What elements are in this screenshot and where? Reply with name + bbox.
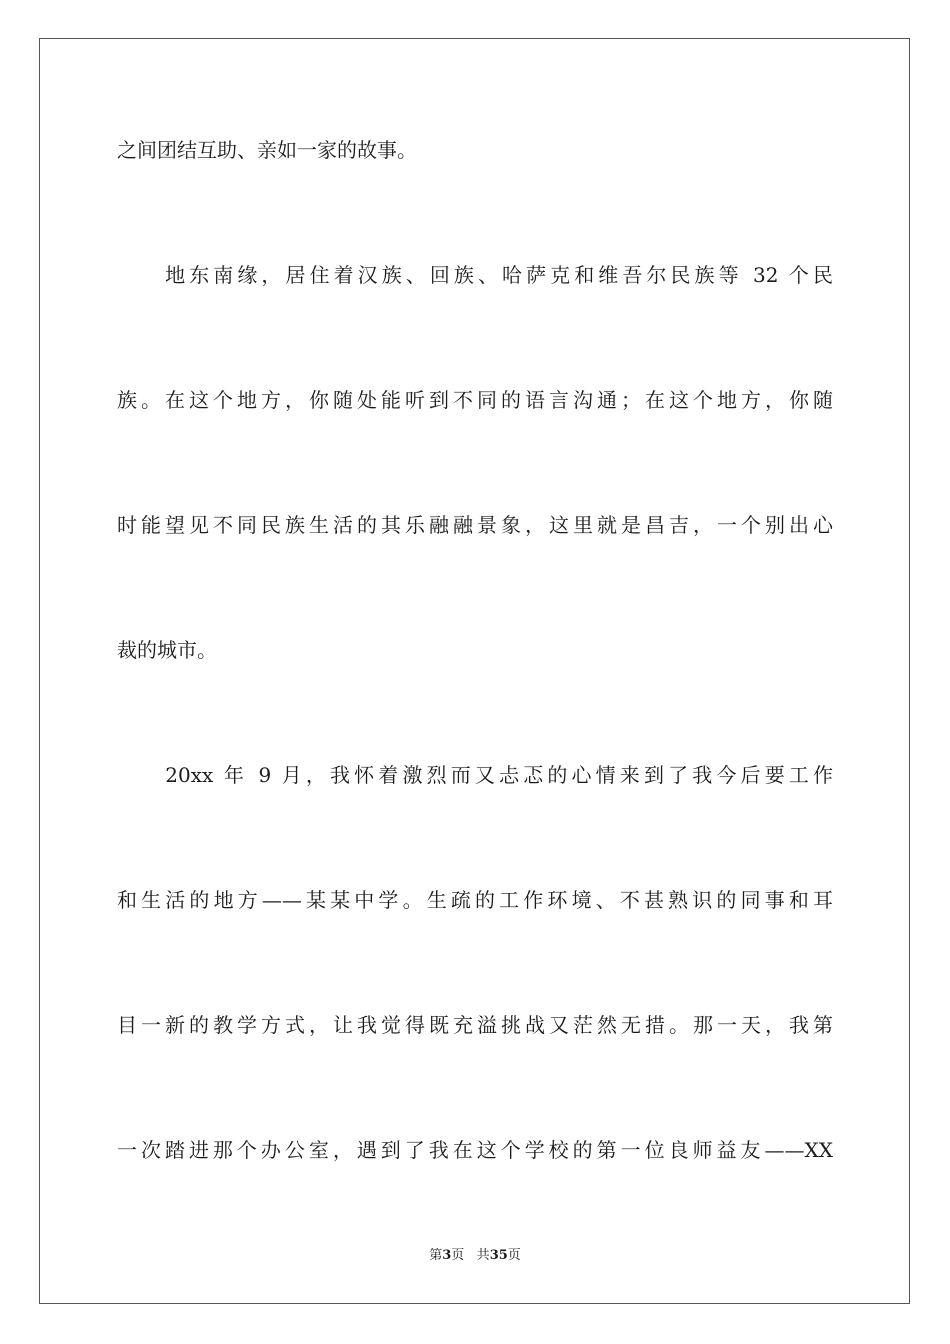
text-line-7: 和生活的地方——某某中学。生疏的工作环境、不甚熟识的同事和耳 xyxy=(117,888,833,912)
text-line-2: 地东南缘，居住着汉族、回族、哈萨克和维吾尔民族等 32 个民 xyxy=(117,263,833,287)
footer-page-number: 3 xyxy=(442,1248,452,1263)
footer-total-prefix: 共 xyxy=(476,1248,490,1263)
text-line-3: 族。在这个地方，你随处能听到不同的语言沟通；在这个地方，你随 xyxy=(117,388,833,412)
text-line-9: 一次踏进那个办公室，遇到了我在这个学校的第一位良师益友——XX xyxy=(117,1138,833,1162)
text-line-4: 时能望见不同民族生活的其乐融融景象，这里就是昌吉，一个别出心 xyxy=(117,513,833,537)
footer-total-suffix: 页 xyxy=(507,1248,521,1263)
page-footer xyxy=(0,1246,950,1266)
footer-page-prefix: 第 xyxy=(429,1248,443,1263)
text-line-1: 之间团结互助、亲如一家的故事。 xyxy=(117,138,417,162)
text-line-8: 目一新的教学方式，让我觉得既充溢挑战又茫然无措。那一天，我第 xyxy=(117,1013,833,1037)
text-line-5: 裁的城市。 xyxy=(117,638,217,662)
footer-total-pages: 35 xyxy=(489,1248,508,1263)
footer-page-suffix: 页 xyxy=(451,1248,465,1263)
text-line-6: 20xx 年 9 月，我怀着激烈而又忐忑的心情来到了我今后要工作 xyxy=(117,763,833,787)
page-border xyxy=(39,38,910,1304)
